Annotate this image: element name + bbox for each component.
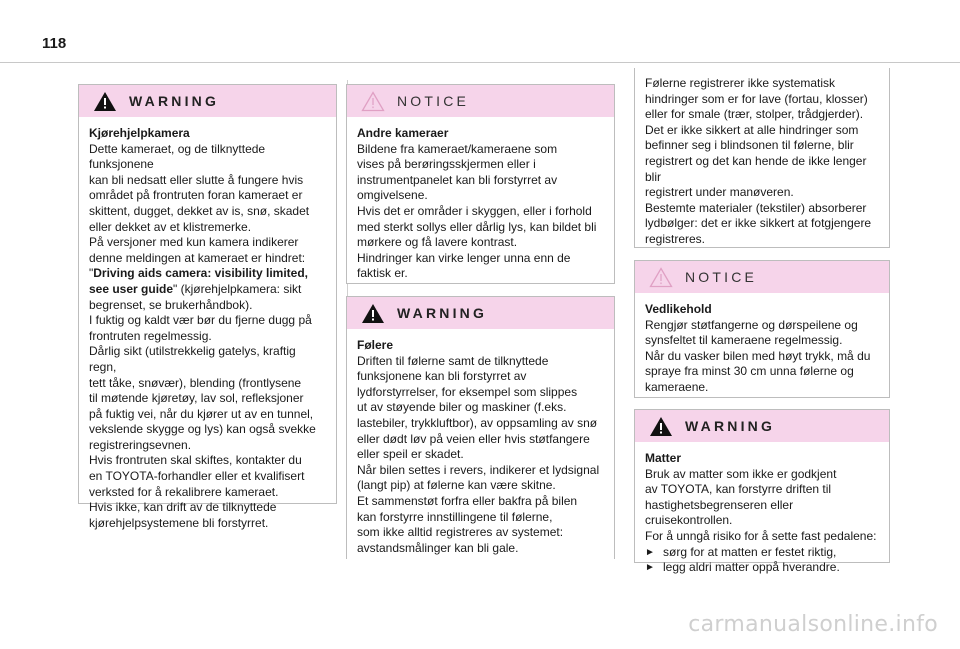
text-line — [89, 391, 326, 407]
line-text: Dårlig sikt (utilstrekkelig gatelys, kraftig regn, — [89, 344, 296, 374]
line-text: omgivelsene. — [357, 188, 428, 203]
text-line — [357, 541, 604, 557]
line-text: Bestemte materialer (tekstiler) absorberer — [645, 200, 867, 215]
line-text: befinner seg i blindsonen til følerne, blir — [645, 138, 854, 153]
line-text: kjørehjelpsystemene bli forstyrret. — [89, 515, 269, 530]
warning-header — [79, 85, 336, 117]
line-text: eller for smale (trær, stolper, trådgjerder). — [645, 107, 864, 122]
text-line — [89, 313, 326, 329]
warning-label: WARNING — [129, 93, 220, 109]
text-line — [645, 154, 879, 185]
text-line — [89, 266, 326, 282]
text-line — [645, 138, 879, 154]
text-line — [89, 235, 326, 251]
text-line — [645, 318, 879, 334]
text-line — [89, 329, 326, 345]
bold-text: see user guide — [89, 281, 174, 296]
line-text: Følerne registrerer ikke systematisk — [645, 76, 836, 90]
warning-triangle-icon — [649, 416, 673, 437]
line-text: Driften til følerne samt de tilknyttede — [357, 353, 549, 368]
text-line — [89, 204, 326, 220]
warning-body — [347, 329, 614, 556]
notice-label: NOTICE — [685, 269, 758, 285]
warning-box-continued — [634, 68, 890, 248]
text-line — [89, 469, 326, 485]
bullet-item — [645, 545, 879, 561]
line-text: lastebiler, trykkluftbor), av oppsamling av snø — [357, 415, 598, 430]
bullet-text: legg aldri matter oppå hverandre. — [663, 560, 840, 575]
text-line — [89, 422, 326, 438]
text-line — [357, 266, 604, 282]
line-text: tett tåke, snøvær), blending (frontlysene — [89, 375, 302, 390]
line-text: som ikke alltid registreres av systemet: — [357, 525, 564, 540]
text-line — [89, 376, 326, 392]
text-line — [89, 142, 326, 173]
notice-header — [635, 261, 889, 293]
text-line — [645, 123, 879, 139]
text-line — [645, 185, 879, 201]
bullet-arrow-icon: ► — [645, 562, 655, 574]
line-text: Hvis ikke, kan drift av de tilknyttede — [89, 500, 277, 515]
text-line — [89, 220, 326, 236]
text-line — [645, 482, 879, 498]
line-text: hastighetsbegrenseren eller cruisekontrollen. — [645, 497, 794, 528]
line-text: På versjoner med kun kamera indikerer — [89, 235, 299, 250]
text-line — [357, 369, 604, 385]
line-text: funksjonene kan bli forstyrret av — [357, 369, 527, 384]
text-line — [357, 494, 604, 510]
line-text: kan forstyrre innstillingene til følerne, — [357, 509, 553, 524]
text-line — [357, 142, 604, 158]
line-text: området på frontruten foran kameraet er — [89, 188, 303, 203]
line-text: Bildene fra kameraet/kameraene som — [357, 141, 558, 156]
line-text: synsfeltet til kameraene regelmessig. — [645, 333, 843, 348]
line-text: Når bilen settes i revers, indikerer et lydsignal — [357, 462, 600, 477]
line-text: med sterkt sollys eller dårlig lys, kan bildet bli — [357, 219, 597, 234]
header-divider — [0, 62, 960, 63]
text-line — [357, 126, 604, 142]
text-line — [89, 344, 326, 375]
warning-label: WARNING — [397, 305, 488, 321]
text-line — [645, 232, 879, 248]
line-text: faktisk er. — [357, 266, 408, 281]
notice-box-cameras — [346, 84, 615, 284]
notice-label: NOTICE — [397, 93, 470, 109]
text-line — [645, 107, 879, 123]
text-line — [357, 188, 604, 204]
bullet-item — [645, 560, 879, 576]
warning-header — [347, 297, 614, 329]
line-text: mørkere og få lavere kontrast. — [357, 235, 518, 250]
text-line — [357, 204, 604, 220]
text-line — [645, 529, 879, 545]
text-line — [357, 220, 604, 236]
page-number: 118 — [42, 35, 67, 52]
text-line — [645, 498, 879, 529]
notice-body — [347, 117, 614, 282]
text-line — [357, 157, 604, 173]
notice-triangle-icon — [361, 91, 385, 112]
warning-box-camera — [78, 84, 337, 530]
warning-triangle-icon — [93, 91, 117, 112]
text-line — [357, 385, 604, 401]
text-line — [89, 188, 326, 204]
line-text: registreringsevnen. — [89, 437, 192, 452]
line-text: til møtende kjøretøy, lav sol, refleksjoner — [89, 391, 304, 406]
line-text: Det er ikke sikkert at alle hindringer som — [645, 122, 859, 137]
line-text: Rengjør støtfangerne og dørspeilene og — [645, 317, 858, 332]
warning-header — [635, 410, 889, 442]
line-text: verksted for å rekalibrere kameraet. — [89, 484, 279, 499]
text-line — [89, 485, 326, 501]
line-text: på fuktig vei, når du kjører ut av en tunnel, — [89, 406, 314, 421]
text-line — [645, 76, 879, 92]
line-text: Dette kameraet, og de tilknyttede funksjonene — [89, 141, 266, 172]
line-text: lydbølger: det er ikke sikkert at fotgjengere — [645, 216, 872, 231]
line-text: kameraene. — [645, 379, 709, 394]
text-line — [89, 282, 326, 298]
line-text: Når du vasker bilen med høyt trykk, må du — [645, 348, 871, 363]
text-line — [89, 453, 326, 469]
bold-text: Kjørehjelpkamera — [89, 126, 190, 140]
line-text: Hvis frontruten skal skiftes, kontakter du — [89, 453, 302, 468]
line-text: spraye fra minst 30 cm unna følerne og — [645, 364, 854, 379]
text-line — [645, 216, 879, 232]
text-line — [89, 438, 326, 454]
text-line — [89, 126, 326, 142]
line-text: Hvis det er områder i skyggen, eller i forhold — [357, 203, 592, 218]
line-text: vekslende skygge og lys) kan også svekke — [89, 422, 316, 437]
bold-text: Andre kameraer — [357, 126, 449, 140]
line-text: frontruten regelmessig. — [89, 328, 212, 343]
text-line — [357, 447, 604, 463]
text-line — [645, 201, 879, 217]
line-text: " — [89, 266, 94, 281]
line-text: kan bli nedsatt eller slutte å fungere hvis — [89, 172, 304, 187]
text-line — [357, 400, 604, 416]
text-line — [645, 92, 879, 108]
continued-body — [635, 68, 889, 248]
line-text: For å unngå risiko for å sette fast pedalene: — [645, 528, 877, 543]
text-line — [357, 478, 604, 494]
text-line — [645, 364, 879, 380]
line-text: eller dekket av et klistremerke. — [89, 219, 252, 234]
text-line — [357, 173, 604, 189]
line-text: Et sammenstøt forfra eller bakfra på bilen — [357, 493, 578, 508]
line-text: ut av støyende biler og maskiner (f.eks. — [357, 400, 567, 415]
line-text: en TOYOTA-forhandler eller et kvalifisert — [89, 469, 305, 484]
notice-box-maintenance — [634, 260, 890, 398]
line-text: av TOYOTA, kan forstyrre driften til — [645, 482, 832, 497]
bold-text: Matter — [645, 451, 682, 465]
text-line — [89, 173, 326, 189]
notice-body — [635, 293, 889, 396]
warning-box-sensors — [346, 296, 615, 559]
text-line — [357, 354, 604, 370]
line-text: hindringer som er for lave (fortau, klosser) — [645, 91, 868, 106]
text-line — [357, 416, 604, 432]
warning-label: WARNING — [685, 418, 776, 434]
watermark: carmanualsonline.info — [688, 612, 938, 637]
line-text: denne meldingen at kameraet er hindret: — [89, 250, 306, 265]
line-text: " (kjørehjelpkamera: sikt — [173, 281, 302, 296]
line-text: Bruk av matter som ikke er godkjent — [645, 466, 837, 481]
line-text: registrert under manøveren. — [645, 185, 794, 200]
text-line — [89, 298, 326, 314]
text-line — [357, 510, 604, 526]
warning-body — [635, 442, 889, 576]
line-text: registreres. — [645, 231, 706, 246]
line-text: I fuktig og kaldt vær bør du fjerne dugg på — [89, 313, 312, 328]
text-line — [645, 349, 879, 365]
bullet-arrow-icon: ► — [645, 546, 655, 558]
text-line — [89, 500, 326, 516]
text-line — [645, 467, 879, 483]
line-text: skittent, dugget, dekket av is, snø, skadet — [89, 203, 310, 218]
line-text: eller speil er skadet. — [357, 447, 464, 462]
text-line — [645, 451, 879, 467]
notice-triangle-icon — [649, 267, 673, 288]
text-line — [645, 380, 879, 396]
line-text: avstandsmålinger kan bli gale. — [357, 540, 519, 555]
bold-text: Vedlikehold — [645, 302, 712, 316]
text-line — [357, 463, 604, 479]
warning-body — [79, 117, 336, 531]
text-line — [357, 235, 604, 251]
line-text: (langt pip) at følerne kan være skitne. — [357, 478, 556, 493]
line-text: registrert og det kan hende de ikke lenger blir — [645, 153, 867, 184]
line-text: begrenset, se brukerhåndbok). — [89, 297, 253, 312]
line-text: lydforstyrrelser, for eksempel som slippes — [357, 384, 578, 399]
warning-box-mats — [634, 409, 890, 575]
text-line — [357, 525, 604, 541]
notice-header — [347, 85, 614, 117]
text-line — [645, 302, 879, 318]
text-line — [89, 516, 326, 532]
line-text: eller dødt løv på veien eller hvis støtfangere — [357, 431, 590, 446]
text-line — [357, 432, 604, 448]
bullet-text: sørg for at matten er festet riktig, — [663, 544, 837, 559]
line-text: vises på berøringsskjermen eller i — [357, 157, 536, 172]
text-line — [89, 251, 326, 267]
line-text: Hindringer kan virke lenger unna enn de — [357, 250, 571, 265]
line-text: instrumentpanelet kan bli forstyrret av — [357, 172, 558, 187]
text-line — [357, 338, 604, 354]
bold-text: Driving aids camera: visibility limited, — [93, 266, 309, 281]
warning-triangle-icon — [361, 303, 385, 324]
bold-text: Følere — [357, 338, 394, 352]
text-line — [89, 407, 326, 423]
text-line — [357, 251, 604, 267]
text-line — [645, 333, 879, 349]
